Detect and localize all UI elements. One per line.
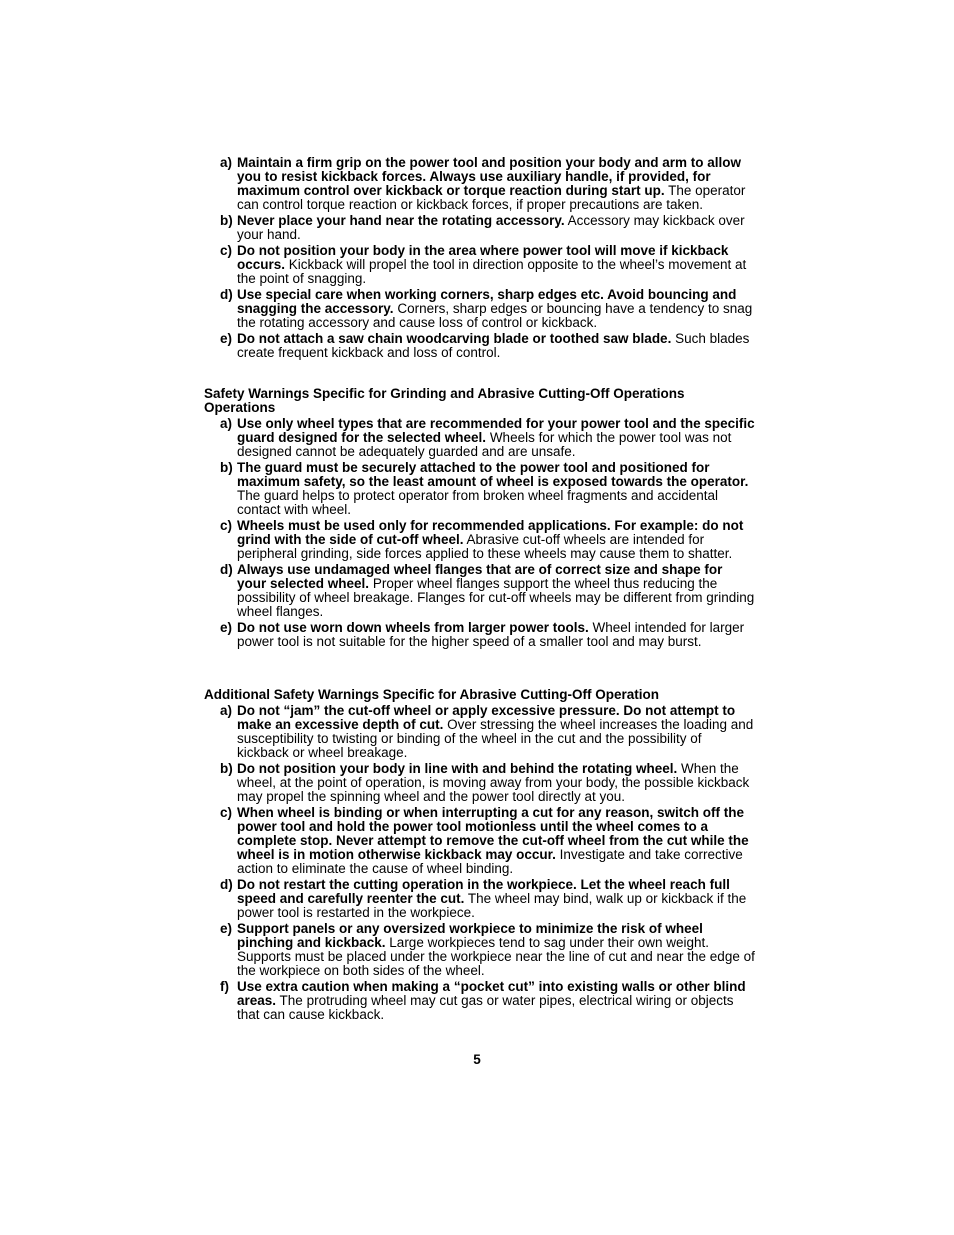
list-item xyxy=(220,244,755,286)
item-bold-text: Use special care when working corners, sharp edges etc. Avoid bouncing and snagging the accessory. xyxy=(237,287,737,316)
item-bold-text: Do not attach a saw chain woodcarving blade or toothed saw blade. xyxy=(237,331,672,346)
item-text: The guard helps to protect operator from broken wheel fragments and accidental contact with wheel. xyxy=(237,488,719,517)
grinding-warnings-list xyxy=(220,417,755,651)
item-text: Over stressing the wheel increases the loading and susceptibility to twisting or binding of the wheel in the cut and the possibility of kickback or wheel breakage. xyxy=(237,717,754,760)
item-letter: e) xyxy=(220,620,233,635)
item-text: Corners, sharp edges or bouncing have a tendency to snag the rotating accessory and cause loss of control or kickback. xyxy=(237,301,753,330)
item-bold-text: Do not position your body in the area where power tool will move if kickback occurs. xyxy=(237,243,729,272)
item-letter: b) xyxy=(220,761,233,776)
item-letter: e) xyxy=(220,921,233,936)
list-item xyxy=(220,980,755,1022)
item-text: When the wheel, at the point of operation, is moving away from your body, the possible kickback may propel the spinning wheel and the power tool directly at you. xyxy=(237,761,750,804)
list-item xyxy=(220,762,755,804)
cutting-warnings-list xyxy=(220,704,755,1024)
list-item xyxy=(220,332,755,360)
item-letter: d) xyxy=(220,287,233,302)
item-text: Wheel intended for larger power tool is not suitable for the higher speed of a smaller tool and may burst. xyxy=(237,620,745,649)
list-item xyxy=(220,214,755,242)
item-text: Such blades create frequent kickback and loss of control. xyxy=(237,331,750,360)
item-text: Accessory may kickback over your hand. xyxy=(237,213,745,242)
item-text: Wheels for which the power tool was not designed cannot be adequately guarded and are unsafe. xyxy=(237,430,732,459)
item-letter: a) xyxy=(220,416,233,431)
list-item xyxy=(220,563,755,619)
item-bold-text: When wheel is binding or when interrupting a cut for any reason, switch off the power tool and hold the power tool motionless until the wheel comes to a complete stop. Never attempt to remove the cut-off wheel from the cut while the wheel is in motion otherwise kickback may occur. xyxy=(237,805,749,862)
item-text: The wheel may bind, walk up or kickback if the power tool is restarted in the workpiece. xyxy=(237,891,747,920)
item-bold-text: The guard must be securely attached to the power tool and positioned for maximum safety, so the least amount of wheel is exposed towards the operator. xyxy=(237,460,749,489)
item-bold-text: Use only wheel types that are recommended for your power tool and the specific guard designed for the selected wheel. xyxy=(237,416,755,445)
list-item xyxy=(220,704,755,760)
item-letter: b) xyxy=(220,213,233,228)
item-letter: f) xyxy=(220,979,229,994)
list-item xyxy=(220,878,755,920)
item-bold-text: Do not “jam” the cut-off wheel or apply excessive pressure. Do not attempt to make an excessive depth of cut. xyxy=(237,703,736,732)
page-number: 5 xyxy=(473,1052,481,1067)
item-bold-text: Do not restart the cutting operation in the workpiece. Let the wheel reach full speed and carefully reenter the cut. xyxy=(237,877,730,906)
item-letter: a) xyxy=(220,155,233,170)
item-letter: a) xyxy=(220,703,233,718)
list-item xyxy=(220,156,755,212)
list-item xyxy=(220,806,755,876)
item-text: Proper wheel flanges support the wheel thus reducing the possibility of wheel breakage. Flanges for cut-off wheels may be different from grinding wheel flanges. xyxy=(237,576,755,619)
item-text: The protruding wheel may cut gas or water pipes, electrical wiring or objects that can cause kickback. xyxy=(237,993,734,1022)
section-heading-cutting: Additional Safety Warnings Specific for Abrasive Cutting-Off Operation xyxy=(204,687,660,702)
list-item xyxy=(220,519,755,561)
item-bold-text: Support panels or any oversized workpiece to minimize the risk of wheel pinching and kickback. xyxy=(237,921,703,950)
item-text: Investigate and take corrective action to eliminate the cause of wheel binding. xyxy=(237,847,743,876)
item-text: Abrasive cut-off wheels are intended for peripheral grinding, side forces applied to these wheels may cause them to shatter. xyxy=(237,532,733,561)
list-item xyxy=(220,922,755,978)
item-bold-text: Do not use worn down wheels from larger power tools. xyxy=(237,620,589,635)
item-bold-text: Wheels must be used only for recommended applications. For example: do not grind with the side of cut-off wheel. xyxy=(237,518,744,547)
item-letter: c) xyxy=(220,805,233,820)
item-text: The operator can control torque reaction or kickback forces, if proper precautions are taken. xyxy=(237,183,746,212)
list-item xyxy=(220,621,755,649)
item-letter: b) xyxy=(220,460,233,475)
item-bold-text: Always use undamaged wheel flanges that are of correct size and shape for your selected wheel. xyxy=(237,562,723,591)
item-letter: d) xyxy=(220,877,233,892)
kickback-warnings-list xyxy=(220,156,755,362)
item-letter: c) xyxy=(220,243,233,258)
item-text: Large workpieces tend to sag under their own weight. Supports must be placed under the workpiece near the line of cut and near the edge of the workpiece on both sides of the wheel. xyxy=(237,935,755,978)
item-letter: d) xyxy=(220,562,233,577)
list-item xyxy=(220,417,755,459)
item-bold-text: Maintain a firm grip on the power tool and position your body and arm to allow you to resist kickback forces. Always use auxiliary handle, if provided, for maximum control over kickback or torque reaction during start up. xyxy=(237,155,742,198)
item-bold-text: Never place your hand near the rotating accessory. xyxy=(237,213,565,228)
item-text: Kickback will propel the tool in direction opposite to the wheel’s movement at the point of snagging. xyxy=(237,257,747,286)
list-item xyxy=(220,288,755,330)
section-heading-grinding: Safety Warnings Specific for Grinding and Abrasive Cutting-Off Operations Operations xyxy=(204,386,685,415)
item-letter: c) xyxy=(220,518,233,533)
item-bold-text: Use extra caution when making a “pocket cut” into existing walls or other blind areas. xyxy=(237,979,746,1008)
item-bold-text: Do not position your body in line with and behind the rotating wheel. xyxy=(237,761,678,776)
list-item xyxy=(220,461,755,517)
item-letter: e) xyxy=(220,331,233,346)
